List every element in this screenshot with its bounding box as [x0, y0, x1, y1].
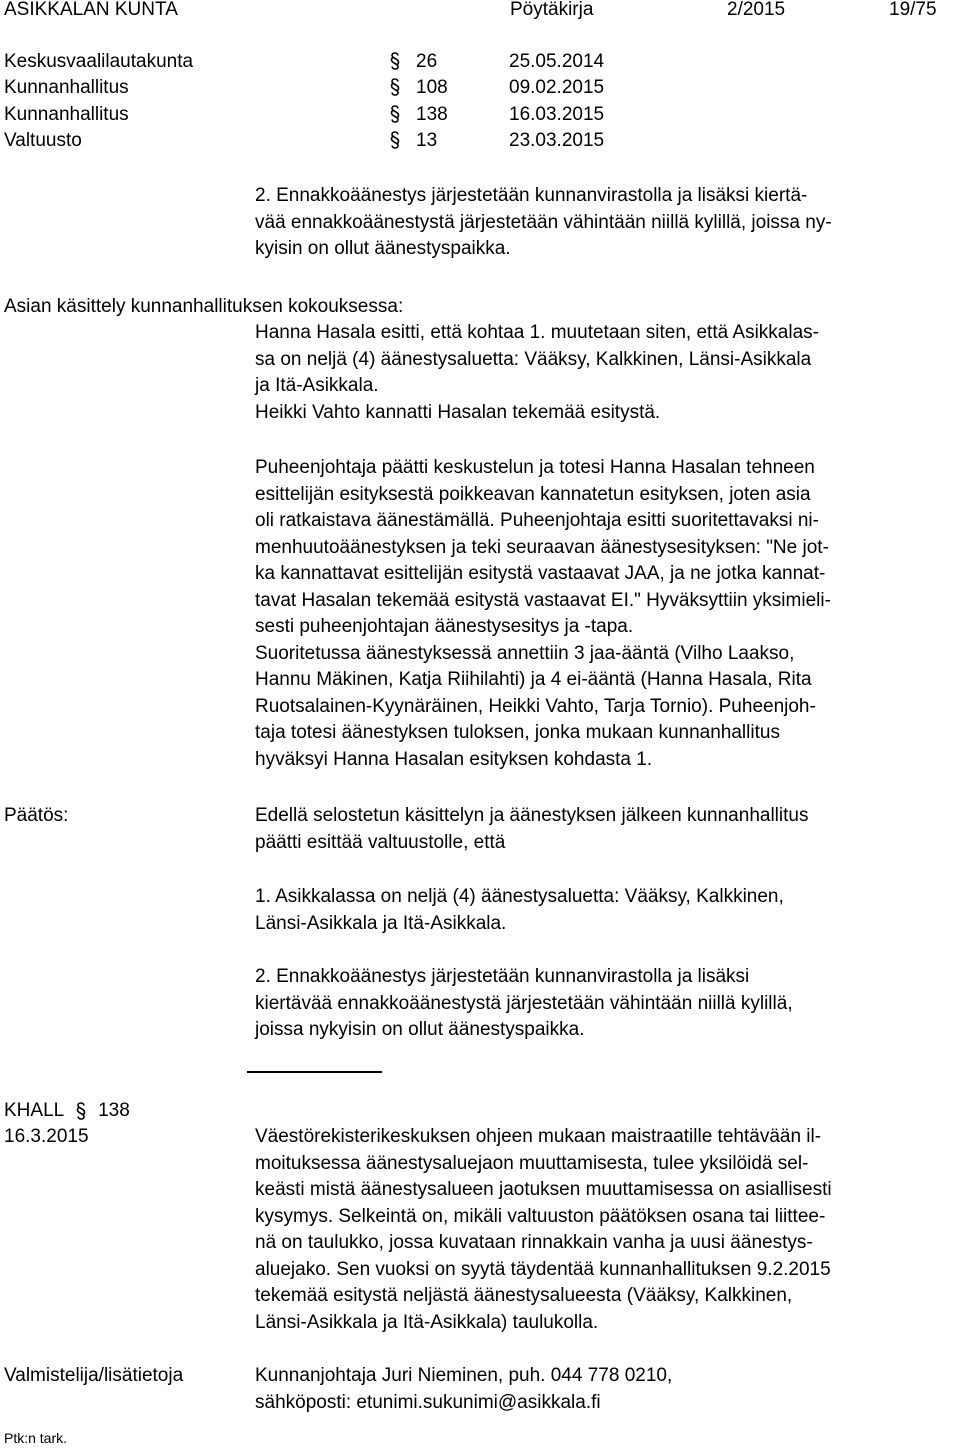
text-line: tavat Hasalan tekemää esitystä vastaavat EI." Hyväksyttiin yksimieli-	[255, 589, 831, 611]
history-num-1: 26	[416, 51, 438, 72]
text-line: sesti puheenjohtajan äänestysesitys ja -tapa.	[255, 616, 634, 637]
text-line: nä on taulukko, jossa kuvataan rinnakkain vanha ja uusi äänestys-	[255, 1232, 813, 1253]
section-sign-icon	[389, 128, 401, 155]
history-body-3: Kunnanhallitus	[4, 104, 129, 125]
vote-paragraph	[255, 455, 960, 773]
text-line: Ruotsalainen-Kyynäräinen, Heikki Vahto, Tarja Tornio). Puheenjoh-	[255, 695, 816, 717]
decision-item-1	[255, 884, 960, 937]
text-line: taja totesi äänestyksen tuloksen, jonka mukaan kunnanhallitus	[255, 722, 780, 743]
text-line: aluejako. Sen vuoksi on syytä täydentää kunnanhallituksen 9.2.2015	[255, 1258, 831, 1280]
text-line: ka kannattavat esittelijän esitystä vastaavat JAA, ja ne jotka kannat-	[255, 563, 826, 584]
text-line: kiertävää ennakkoäänestystä järjestetään vähintään niillä kylillä,	[255, 992, 793, 1014]
text-line: 2. Ennakkoäänestys järjestetään kunnanvirastolla ja lisäksi kiertä-	[255, 185, 808, 206]
text-line: Suoritetussa äänestyksessä annettiin 3 jaa-ääntä (Vilho Laakso,	[255, 642, 795, 664]
decision-item-2	[255, 964, 960, 1044]
text-line: hyväksyi Hanna Hasalan esityksen kohdasta 1.	[255, 748, 653, 770]
decision-label: Päätös:	[4, 805, 69, 826]
history-body-4: Valtuusto	[4, 130, 82, 151]
item2-paragraph	[255, 183, 960, 263]
text-line: Hanna Hasala esitti, että kohtaa 1. muutetaan siten, että Asikkalas-	[255, 322, 819, 343]
history-body-2: Kunnanhallitus	[4, 77, 129, 98]
khall-num: 138	[98, 1100, 130, 1121]
contact-email: sähköposti: etunimi.sukunimi@asikkala.fi	[255, 1391, 601, 1413]
text-line: Puheenjohtaja päätti keskustelun ja totesi Hanna Hasalan tehneen	[255, 457, 815, 478]
history-date-2: 09.02.2015	[509, 77, 605, 98]
text-line: sa on neljä (4) äänestysaluetta: Vääksy, Kalkkinen, Länsi-Asikkala	[255, 348, 812, 370]
history-num-4: 13	[416, 130, 438, 151]
handling-paragraph	[255, 320, 960, 426]
section-sign-icon	[389, 102, 401, 129]
khall-name: KHALL	[4, 1100, 64, 1121]
doc-type: Pöytäkirja	[510, 0, 594, 20]
text-line: moituksessa äänestysaluejaon muuttamisesta, tulee yksilöidä sel-	[255, 1152, 809, 1174]
text-line: esittelijän esityksestä poikkeavan kannatetun esityksen, joten asia	[255, 483, 811, 505]
text-line: Länsi-Asikkala ja Itä-Asikkala) taulukolla.	[255, 1311, 599, 1333]
history-num-2: 108	[416, 77, 448, 98]
footer-stamp: Ptk:n tark.	[4, 1430, 68, 1446]
page-number: 19/75	[889, 0, 937, 20]
text-line: Kunnanjohtaja Juri Nieminen, puh. 044 778 0210,	[255, 1365, 673, 1386]
text-line: Länsi-Asikkala ja Itä-Asikkala.	[255, 912, 507, 934]
text-line: keästi mistä äänestysalueen jaotuksen muuttamisessa on asiallisesti	[255, 1179, 832, 1200]
history-date-1: 25.05.2014	[509, 51, 605, 72]
section-sign-icon	[69, 1098, 93, 1125]
separator-line	[247, 1071, 382, 1073]
section-sign-icon	[389, 49, 401, 76]
text-line: Heikki Vahto kannatti Hasalan tekemää esitystä.	[255, 401, 661, 423]
text-line: vää ennakkoäänestystä järjestetään vähintään niillä kylillä, joissa ny-	[255, 211, 832, 233]
decision-paragraph	[255, 803, 960, 856]
text-line: Edellä selostetun käsittelyn ja äänestyksen jälkeen kunnanhallitus	[255, 805, 809, 826]
text-line: ja Itä-Asikkala.	[255, 375, 379, 396]
text-line: kyisin on ollut äänestyspaikka.	[255, 238, 511, 259]
text-line: tekemää esitystä neljästä äänestysalueesta (Vääksy, Kalkkinen,	[255, 1285, 793, 1306]
history-date-3: 16.03.2015	[509, 104, 605, 125]
preparer-info	[255, 1363, 960, 1416]
preparer-label: Valmistelija/lisätietoja	[4, 1365, 184, 1386]
text-line: Hannu Mäkinen, Katja Riihilahti) ja 4 ei-ääntä (Hanna Hasala, Rita	[255, 669, 812, 690]
khall-date: 16.3.2015	[4, 1126, 89, 1147]
text-line: oli ratkaistava äänestämällä. Puheenjohtaja esitti suoritettavaksi ni-	[255, 510, 819, 531]
khall-paragraph	[255, 1124, 960, 1336]
history-date-4: 23.03.2015	[509, 130, 605, 151]
text-line: menhuutoäänestyksen ja teki seuraavan äänestysesityksen: "Ne jot-	[255, 536, 829, 558]
history-body-1: Keskusvaalilautakunta	[4, 51, 194, 72]
text-line: 1. Asikkalassa on neljä (4) äänestysaluetta: Vääksy, Kalkkinen,	[255, 886, 784, 907]
text-line: 2. Ennakkoäänestys järjestetään kunnanvirastolla ja lisäksi	[255, 966, 750, 987]
history-num-3: 138	[416, 104, 448, 125]
text-line: kysymys. Selkeintä on, mikäli valtuuston päätöksen osana tai liittee-	[255, 1205, 826, 1227]
khall-label	[4, 1098, 130, 1125]
org-name: ASIKKALAN KUNTA	[4, 0, 178, 20]
text-line: joissa nykyisin on ollut äänestyspaikka.	[255, 1019, 585, 1040]
handling-heading: Asian käsittely kunnanhallituksen kokouksessa:	[4, 296, 404, 317]
doc-number: 2/2015	[727, 0, 786, 20]
section-sign-icon	[389, 75, 401, 102]
text-line: päätti esittää valtuustolle, että	[255, 831, 506, 853]
text-line: Väestörekisterikeskuksen ohjeen mukaan maistraatille tehtävään il-	[255, 1126, 822, 1147]
